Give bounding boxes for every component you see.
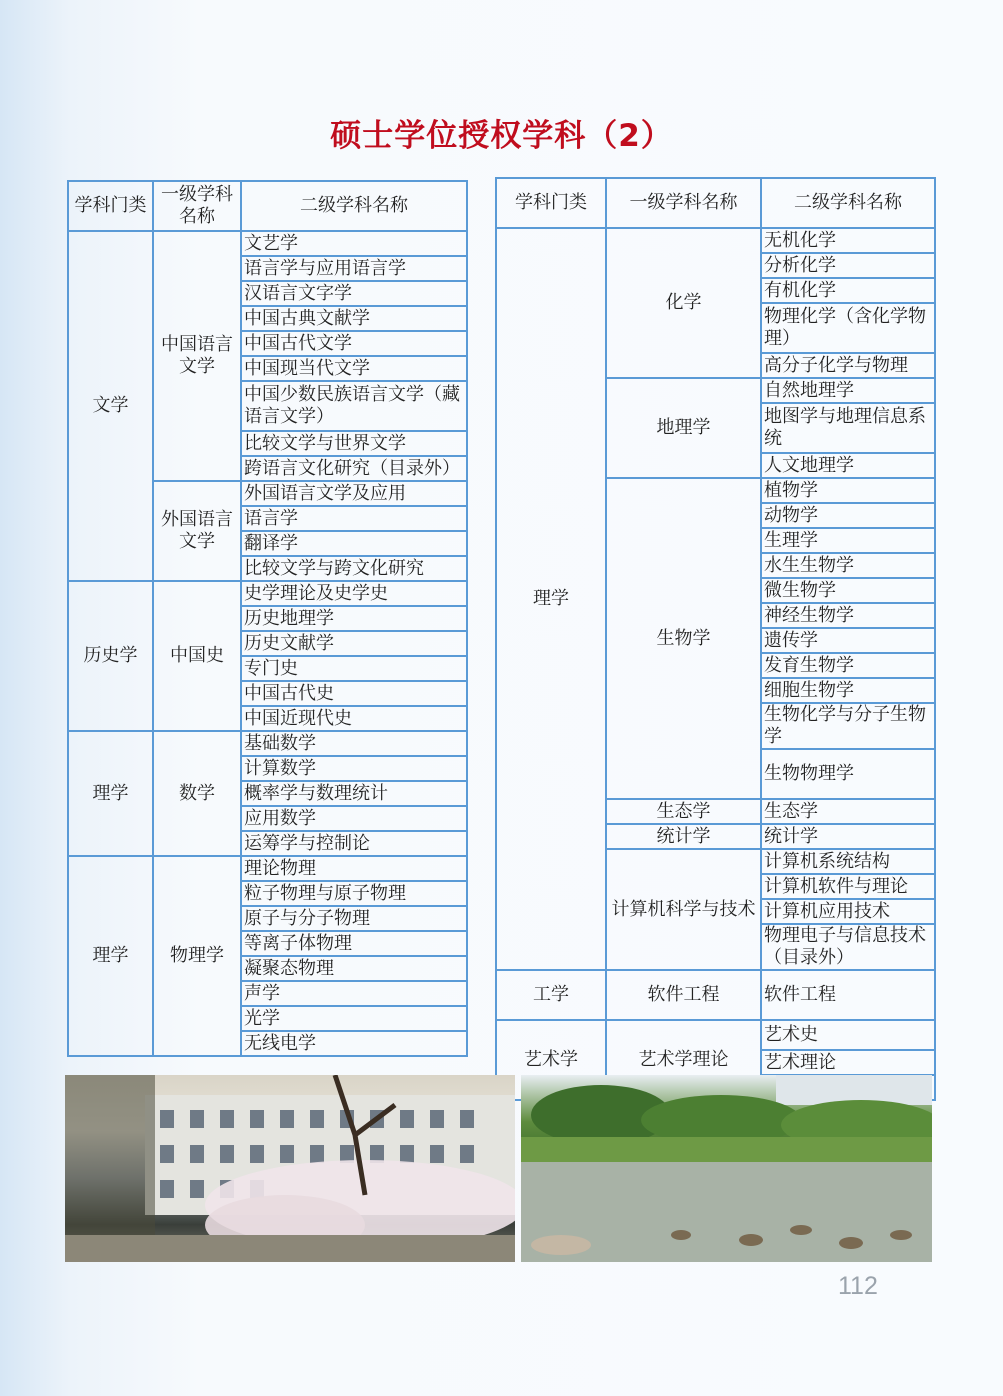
second-level-cell: 软件工程 <box>761 970 935 1020</box>
first-level-cell: 中国史 <box>153 581 241 731</box>
category-cell: 工学 <box>496 970 606 1020</box>
second-level-cell: 植物学 <box>761 478 935 503</box>
header-first-level: 一级学科名称 <box>153 181 241 231</box>
second-level-cell: 地图学与地理信息系统 <box>761 403 935 453</box>
second-level-cell: 动物学 <box>761 503 935 528</box>
category-cell: 文学 <box>68 231 153 581</box>
table-row <box>68 231 467 256</box>
second-level-cell: 生物物理学 <box>761 749 935 799</box>
first-level-cell: 软件工程 <box>606 970 761 1020</box>
second-level-cell: 遗传学 <box>761 628 935 653</box>
second-level-cell: 比较文学与世界文学 <box>241 431 467 456</box>
category-cell: 理学 <box>496 228 606 970</box>
header-first-level: 一级学科名称 <box>606 178 761 228</box>
first-level-cell: 计算机科学与技术 <box>606 849 761 970</box>
second-level-cell: 统计学 <box>761 824 935 849</box>
second-level-cell: 艺术史 <box>761 1020 935 1050</box>
second-level-cell: 语言学与应用语言学 <box>241 256 467 281</box>
second-level-cell: 中国现当代文学 <box>241 356 467 381</box>
campus-building-blossom-photo <box>65 1075 515 1262</box>
second-level-cell: 声学 <box>241 981 467 1006</box>
first-level-cell: 地理学 <box>606 378 761 478</box>
first-level-cell: 外国语言文学 <box>153 481 241 581</box>
table-row <box>496 228 935 253</box>
table-row <box>68 856 467 881</box>
header-category: 学科门类 <box>496 178 606 228</box>
second-level-cell: 专门史 <box>241 656 467 681</box>
first-level-cell: 中国语言文学 <box>153 231 241 481</box>
second-level-cell: 比较文学与跨文化研究 <box>241 556 467 581</box>
second-level-cell: 历史地理学 <box>241 606 467 631</box>
second-level-cell: 历史文献学 <box>241 631 467 656</box>
first-level-cell: 数学 <box>153 731 241 856</box>
second-level-cell: 计算数学 <box>241 756 467 781</box>
category-cell: 历史学 <box>68 581 153 731</box>
category-cell: 理学 <box>68 731 153 856</box>
second-level-cell: 原子与分子物理 <box>241 906 467 931</box>
second-level-cell: 艺术理论 <box>761 1050 935 1075</box>
second-level-cell: 细胞生物学 <box>761 678 935 703</box>
second-level-cell: 微生物学 <box>761 578 935 603</box>
second-level-cell: 中国古典文献学 <box>241 306 467 331</box>
second-level-cell: 翻译学 <box>241 531 467 556</box>
header-category: 学科门类 <box>68 181 153 231</box>
second-level-cell: 汉语言文字学 <box>241 281 467 306</box>
second-level-cell: 语言学 <box>241 506 467 531</box>
second-level-cell: 中国古代史 <box>241 681 467 706</box>
right-discipline-table <box>495 177 936 1101</box>
table-row <box>496 1020 935 1050</box>
first-level-cell: 统计学 <box>606 824 761 849</box>
second-level-cell: 中国古代文学 <box>241 331 467 356</box>
first-level-cell: 艺术学理论 <box>606 1020 761 1100</box>
second-level-cell: 计算机应用技术 <box>761 899 935 924</box>
second-level-cell: 生态学 <box>761 799 935 824</box>
first-level-cell: 生态学 <box>606 799 761 824</box>
header-second-level: 二级学科名称 <box>761 178 935 228</box>
second-level-cell: 有机化学 <box>761 278 935 303</box>
page-number: 112 <box>838 1272 878 1300</box>
second-level-cell: 跨语言文化研究（目录外） <box>241 456 467 481</box>
second-level-cell: 史学理论及史学史 <box>241 581 467 606</box>
first-level-cell: 生物学 <box>606 478 761 799</box>
second-level-cell: 生物化学与分子生物学 <box>761 703 935 749</box>
second-level-cell: 计算机软件与理论 <box>761 874 935 899</box>
second-level-cell: 神经生物学 <box>761 603 935 628</box>
header-second-level: 二级学科名称 <box>241 181 467 231</box>
second-level-cell: 高分子化学与物理 <box>761 353 935 378</box>
second-level-cell: 发育生物学 <box>761 653 935 678</box>
pond-ducks-photo <box>521 1075 932 1262</box>
second-level-cell: 自然地理学 <box>761 378 935 403</box>
category-cell: 理学 <box>68 856 153 1056</box>
table-row <box>68 581 467 606</box>
second-level-cell: 中国近现代史 <box>241 706 467 731</box>
second-level-cell: 基础数学 <box>241 731 467 756</box>
second-level-cell: 物理化学（含化学物理） <box>761 303 935 353</box>
second-level-cell: 光学 <box>241 1006 467 1031</box>
second-level-cell: 运筹学与控制论 <box>241 831 467 856</box>
left-discipline-table <box>67 180 468 1057</box>
second-level-cell: 文艺学 <box>241 231 467 256</box>
second-level-cell: 计算机系统结构 <box>761 849 935 874</box>
second-level-cell: 分析化学 <box>761 253 935 278</box>
second-level-cell: 外国语言文学及应用 <box>241 481 467 506</box>
second-level-cell: 凝聚态物理 <box>241 956 467 981</box>
second-level-cell: 中国少数民族语言文学（藏语言文学） <box>241 381 467 431</box>
category-cell: 艺术学 <box>496 1020 606 1100</box>
first-level-cell: 化学 <box>606 228 761 378</box>
second-level-cell: 人文地理学 <box>761 453 935 478</box>
second-level-cell: 无线电学 <box>241 1031 467 1056</box>
second-level-cell: 粒子物理与原子物理 <box>241 881 467 906</box>
second-level-cell: 概率学与数理统计 <box>241 781 467 806</box>
second-level-cell: 等离子体物理 <box>241 931 467 956</box>
second-level-cell: 物理电子与信息技术（目录外） <box>761 924 935 970</box>
page-title: 硕士学位授权学科（2） <box>330 118 673 154</box>
table-row <box>68 731 467 756</box>
table-row <box>496 970 935 1020</box>
second-level-cell: 水生生物学 <box>761 553 935 578</box>
first-level-cell: 物理学 <box>153 856 241 1056</box>
second-level-cell: 无机化学 <box>761 228 935 253</box>
second-level-cell: 应用数学 <box>241 806 467 831</box>
second-level-cell: 生理学 <box>761 528 935 553</box>
second-level-cell: 理论物理 <box>241 856 467 881</box>
